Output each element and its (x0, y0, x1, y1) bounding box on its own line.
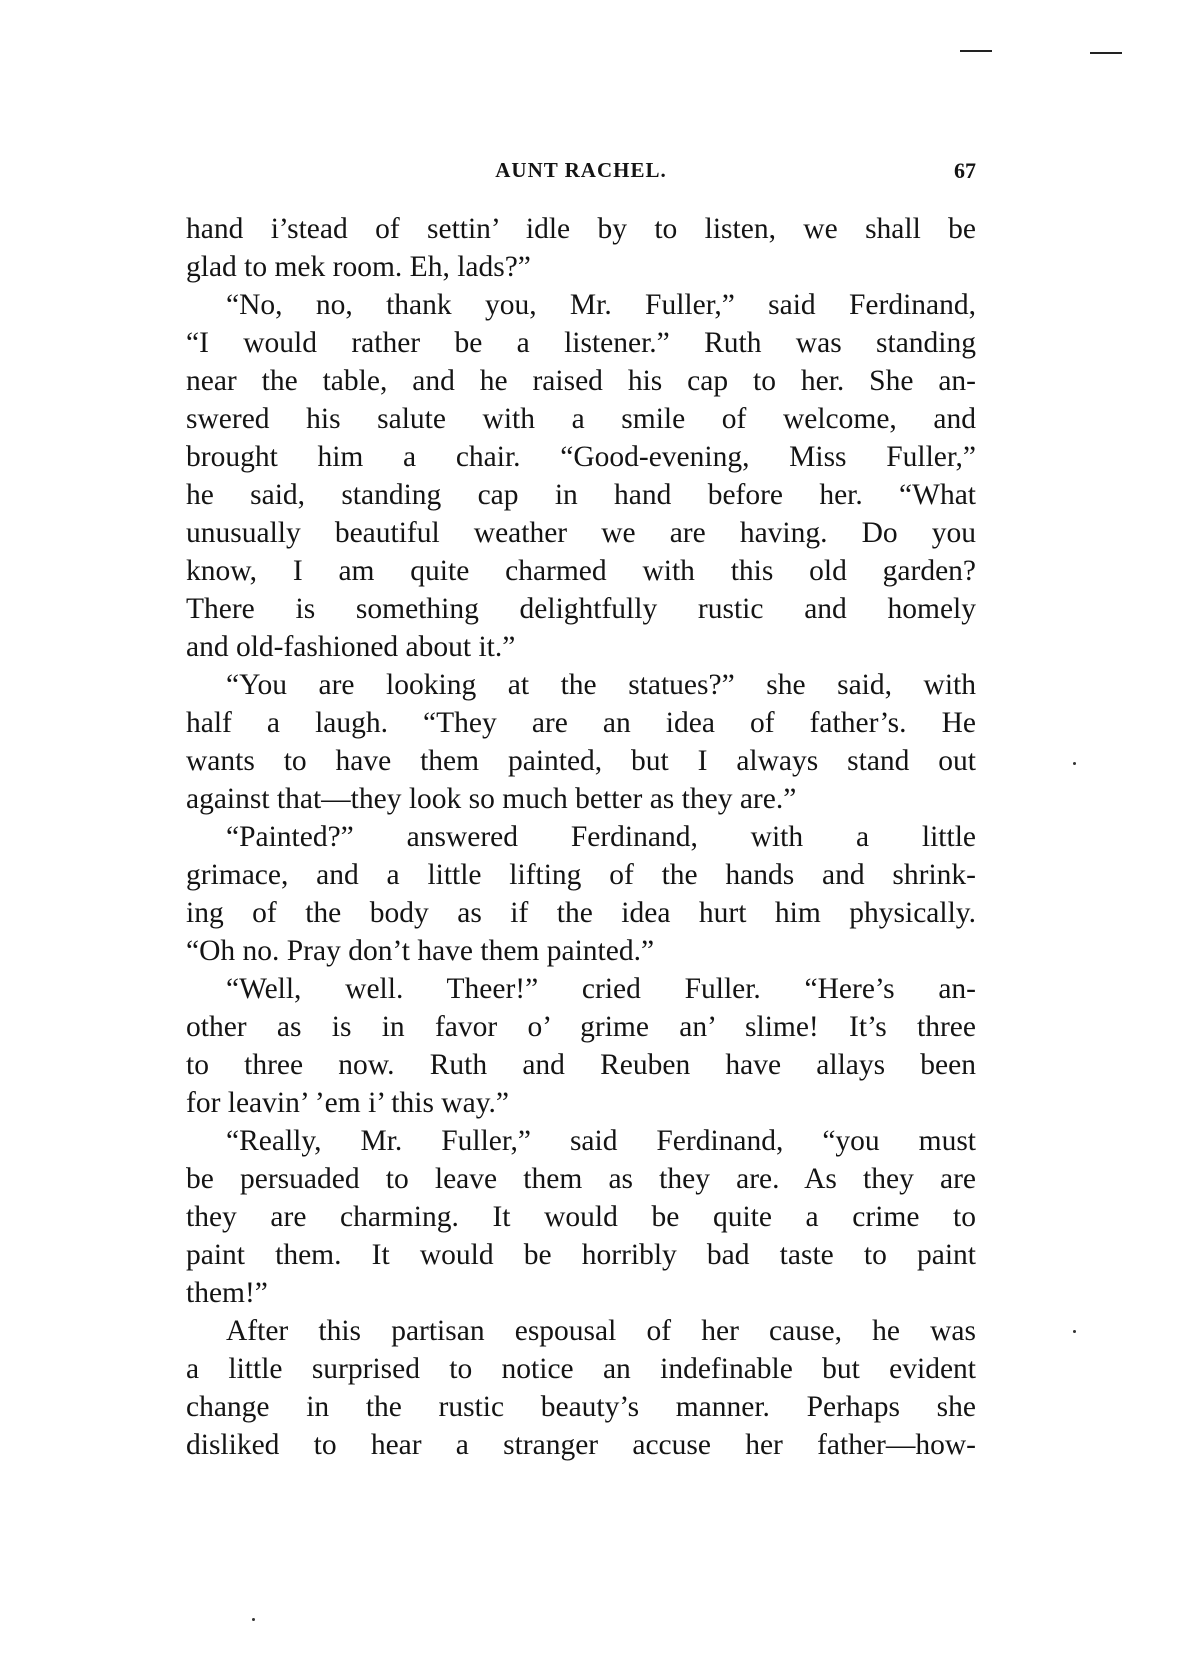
text-line: unusually beautiful weather we are having. Do you (186, 517, 976, 549)
text-line: There is something delightfully rustic and homely (186, 593, 976, 625)
text-line: other as is in favor o’ grime an’ slime! It’s three (186, 1011, 976, 1043)
text-line: to three now. Ruth and Reuben have allays been (186, 1049, 976, 1081)
text-line: paint them. It would be horribly bad taste to paint (186, 1239, 976, 1271)
text-line: “I would rather be a listener.” Ruth was standing (186, 327, 976, 359)
text-line: ing of the body as if the idea hurt him physically. (186, 897, 976, 929)
running-title: AUNT RACHEL. (495, 158, 667, 182)
text-line: grimace, and a little lifting of the hands and shrink- (186, 859, 976, 891)
body-text (186, 210, 976, 1464)
text-line: know, I am quite charmed with this old garden? (186, 555, 976, 587)
text-line: “You are looking at the statues?” she said, with (226, 669, 976, 701)
page-number: 67 (954, 158, 976, 183)
running-head (186, 158, 976, 192)
text-line: be persuaded to leave them as they are. As they are (186, 1163, 976, 1195)
text-line: swered his salute with a smile of welcome, and (186, 403, 976, 435)
text-line: them!” (186, 1277, 268, 1309)
scan-dot-2 (1073, 1330, 1076, 1333)
text-line: “No, no, thank you, Mr. Fuller,” said Ferdinand, (226, 289, 976, 321)
text-line: for leavin’ ’em i’ this way.” (186, 1087, 510, 1119)
text-line: a little surprised to notice an indefinable but evident (186, 1353, 976, 1385)
text-line: disliked to hear a stranger accuse her father—how- (186, 1429, 976, 1461)
text-line: “Oh no. Pray don’t have them painted.” (186, 935, 655, 967)
text-line: near the table, and he raised his cap to her. She an- (186, 365, 976, 397)
text-line: “Really, Mr. Fuller,” said Ferdinand, “you must (226, 1125, 976, 1157)
text-line: and old-fashioned about it.” (186, 631, 516, 663)
text-line: change in the rustic beauty’s manner. Perhaps she (186, 1391, 976, 1423)
text-line: wants to have them painted, but I always stand out (186, 745, 976, 777)
text-line: he said, standing cap in hand before her. “What (186, 479, 976, 511)
text-line: hand i’stead of settin’ idle by to listen, we shall be (186, 213, 976, 245)
scan-mark-top-right-2 (1090, 52, 1122, 54)
text-line: half a laugh. “They are an idea of father’s. He (186, 707, 976, 739)
scan-dot-3 (252, 1618, 255, 1621)
text-line: against that—they look so much better as they are.” (186, 783, 797, 815)
text-line: brought him a chair. “Good-evening, Miss Fuller,” (186, 441, 976, 473)
text-line: “Painted?” answered Ferdinand, with a little (226, 821, 976, 853)
text-line: they are charming. It would be quite a crime to (186, 1201, 976, 1233)
scan-dot-1 (1073, 762, 1076, 765)
text-line: After this partisan espousal of her cause, he was (226, 1315, 976, 1347)
scan-mark-top-right-1 (960, 50, 992, 52)
text-line: glad to mek room. Eh, lads?” (186, 251, 531, 283)
text-line: “Well, well. Theer!” cried Fuller. “Here’s an- (226, 973, 976, 1005)
